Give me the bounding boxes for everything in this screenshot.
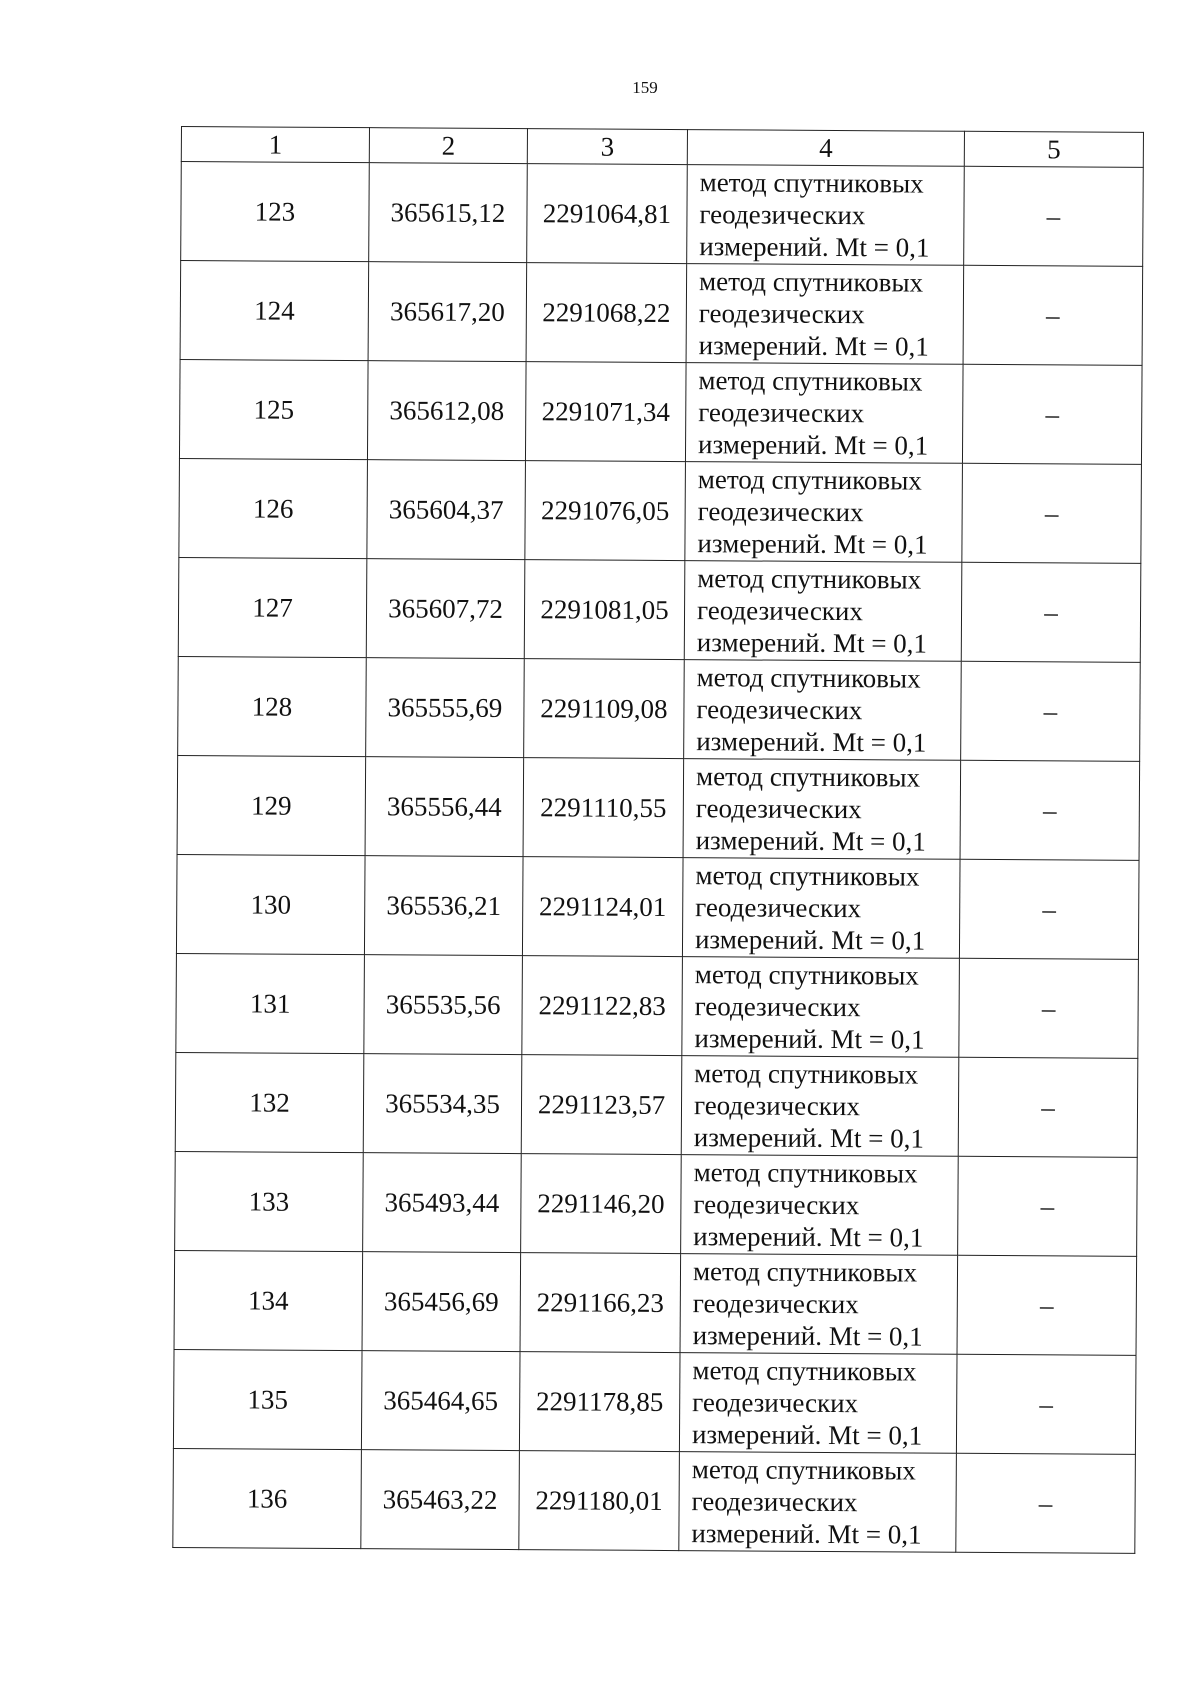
x-coordinate-cell: 365536,21 [364,856,523,956]
y-coordinate-cell: 2291123,57 [521,1055,682,1155]
method-line: геодезических [694,991,861,1023]
method-line: метод спутниковых [695,761,921,793]
point-number-cell: 127 [178,557,367,657]
method-line: геодезических [695,793,862,825]
point-number-cell: 124 [180,261,369,361]
y-coordinate-cell: 2291180,01 [519,1451,680,1551]
note-cell: – [958,1156,1138,1256]
point-number-cell: 125 [179,359,368,459]
point-number-cell: 129 [177,755,366,855]
method-line: геодезических [699,199,866,231]
column-header-4: 4 [687,130,964,167]
method-cell [680,1254,958,1355]
method-cell [682,858,960,959]
method-line: метод спутниковых [697,563,922,595]
y-coordinate-cell: 2291081,05 [524,560,685,660]
table-row [173,1349,1136,1454]
column-header-2: 2 [369,128,527,164]
table-row [175,1151,1138,1256]
method-line: метод спутниковых [697,464,922,496]
method-line: метод спутниковых [698,266,924,298]
method-cell [686,264,964,365]
method-line: геодезических [697,496,864,528]
note-cell: – [959,859,1139,959]
point-number-cell: 126 [179,458,368,558]
method-cell [682,957,960,1058]
method-cell [687,165,965,266]
note-cell: – [961,562,1141,662]
y-coordinate-cell: 2291166,23 [520,1253,681,1353]
method-line: геодезических [693,1189,860,1221]
note-cell: – [957,1255,1137,1355]
method-cell [683,759,961,860]
table-row [180,261,1143,366]
note-cell: – [956,1453,1136,1553]
method-cell [684,660,962,761]
method-cell [681,1155,959,1256]
method-cell [685,363,963,464]
method-line: измерений. Mt = 0,1 [691,1419,923,1451]
method-line: измерений. Mt = 0,1 [699,231,930,263]
point-number-cell: 123 [181,162,370,262]
table-row [178,656,1141,761]
column-header-3: 3 [527,129,687,165]
note-cell: – [959,958,1139,1058]
method-line: геодезических [698,298,865,330]
y-coordinate-cell: 2291071,34 [525,362,686,462]
table-row [179,359,1142,464]
method-line: геодезических [698,397,865,429]
method-line: геодезических [693,1090,861,1122]
table-row [176,953,1139,1058]
method-cell [679,1353,957,1454]
point-number-cell: 136 [173,1448,362,1548]
method-line: измерений. Mt = 0,1 [695,825,926,857]
table-row [174,1250,1137,1355]
method-cell [685,462,963,563]
method-line: измерений. Mt = 0,1 [693,1221,924,1253]
note-cell: – [962,364,1142,464]
table-row [177,755,1140,860]
y-coordinate-cell: 2291178,85 [519,1352,680,1452]
note-cell: – [958,1057,1138,1157]
method-line: измерений. Mt = 0,1 [693,1122,925,1154]
x-coordinate-cell: 365556,44 [365,757,524,857]
method-line: измерений. Mt = 0,1 [696,627,928,659]
method-line: измерений. Mt = 0,1 [696,726,927,758]
y-coordinate-cell: 2291110,55 [523,758,684,858]
x-coordinate-cell: 365493,44 [363,1153,522,1253]
x-coordinate-cell: 365464,65 [361,1351,520,1451]
method-line: геодезических [696,694,863,726]
x-coordinate-cell: 365534,35 [363,1054,522,1154]
column-header-1: 1 [181,127,369,163]
point-number-cell: 135 [173,1349,362,1449]
point-number-cell: 128 [178,656,367,756]
method-line: геодезических [692,1387,859,1419]
point-number-cell: 134 [174,1250,363,1350]
table-row [175,1052,1138,1157]
note-cell: – [963,265,1143,365]
method-cell [681,1056,959,1157]
point-number-cell: 132 [175,1052,364,1152]
method-line: измерений. Mt = 0,1 [698,330,929,362]
method-line: измерений. Mt = 0,1 [691,1518,922,1550]
method-line: метод спутниковых [699,167,924,199]
y-coordinate-cell: 2291109,08 [524,659,685,759]
x-coordinate-cell: 365615,12 [369,163,528,263]
method-line: геодезических [695,892,862,924]
method-cell [679,1452,957,1553]
y-coordinate-cell: 2291146,20 [521,1154,682,1254]
table-row [181,162,1144,267]
y-coordinate-cell: 2291068,22 [526,263,687,363]
note-cell: – [956,1354,1136,1454]
x-coordinate-cell: 365463,22 [361,1450,520,1550]
method-line: метод спутниковых [692,1256,918,1288]
method-line: метод спутниковых [696,662,921,694]
x-coordinate-cell: 365612,08 [367,361,526,461]
table-row [179,458,1142,563]
column-header-5: 5 [964,131,1143,167]
method-line: геодезических [696,595,864,627]
method-line: метод спутниковых [694,959,919,991]
note-cell: – [961,661,1141,761]
x-coordinate-cell: 365607,72 [366,559,525,659]
method-line: измерений. Mt = 0,1 [697,528,928,560]
method-line: метод спутниковых [694,1058,919,1090]
note-cell: – [964,166,1144,266]
y-coordinate-cell: 2291124,01 [522,857,683,957]
table-body [173,162,1143,1554]
x-coordinate-cell: 365535,56 [364,955,523,1055]
method-cell [684,561,962,662]
coordinates-table [172,126,1144,1554]
method-line: геодезических [691,1486,858,1518]
y-coordinate-cell: 2291064,81 [527,164,688,264]
y-coordinate-cell: 2291076,05 [525,461,686,561]
method-line: измерений. Mt = 0,1 [692,1320,923,1352]
x-coordinate-cell: 365617,20 [368,262,527,362]
table-row [176,854,1139,959]
method-line: геодезических [692,1288,859,1320]
method-line: измерений. Mt = 0,1 [697,429,929,461]
method-line: метод спутниковых [693,1157,918,1189]
x-coordinate-cell: 365555,69 [366,658,525,758]
x-coordinate-cell: 365456,69 [362,1252,521,1352]
table-row [178,557,1141,662]
point-number-cell: 130 [176,854,365,954]
y-coordinate-cell: 2291122,83 [522,956,683,1056]
x-coordinate-cell: 365604,37 [367,460,526,560]
point-number-cell: 131 [176,953,365,1053]
table-row [173,1448,1136,1553]
method-line: измерений. Mt = 0,1 [694,1023,925,1055]
note-cell: – [960,760,1140,860]
method-line: измерений. Mt = 0,1 [694,924,926,956]
method-line: метод спутниковых [692,1355,917,1387]
method-line: метод спутниковых [695,860,920,892]
method-line: метод спутниковых [691,1454,916,1486]
table-header-row [181,127,1143,168]
method-line: метод спутниковых [698,365,923,397]
note-cell: – [962,463,1142,563]
point-number-cell: 133 [175,1151,364,1251]
page-number: 159 [632,78,658,97]
